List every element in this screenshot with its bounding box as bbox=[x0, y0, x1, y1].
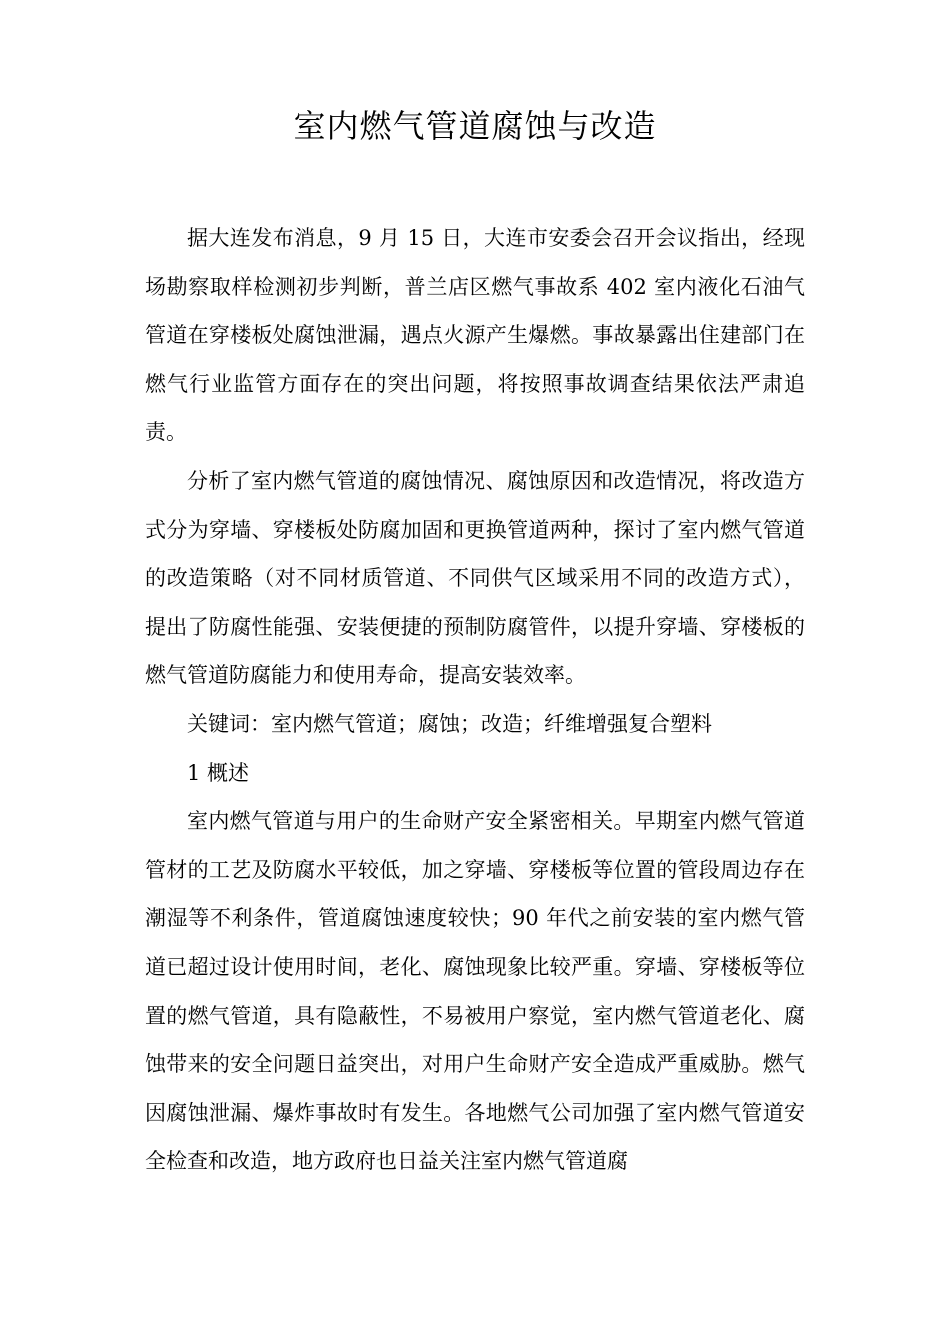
section-heading-overview: 1 概述 bbox=[187, 760, 250, 785]
document-title: 室内燃气管道腐蚀与改造 bbox=[293, 107, 657, 145]
paragraph-abstract: 分析了室内燃气管道的腐蚀情况、腐蚀原因和改造情况，将改造方式分为穿墙、穿楼板处防腐加固和更换管道两种，探讨了室内燃气管道的改造策略（对不同材质管道、不同供气区域采用不同的改造方式），提出了防腐性能强、安装便捷的预制防腐管件，以提升穿墙、穿楼板的燃气管道防腐能力和使用寿命，提高安装效率。 bbox=[145, 468, 805, 688]
paragraph-overview: 室内燃气管道与用户的生命财产安全紧密相关。早期室内燃气管道管材的工艺及防腐水平较低，加之穿墙、穿楼板等位置的管段周边存在潮湿等不利条件，管道腐蚀速度较快；90 年代之前安装的室内燃气管道已超过设计使用时间，老化、腐蚀现象比较严重。穿墙、穿楼板等位置的燃气管道，具有隐蔽性，不易被用户察觉，室内燃气管道老化、腐蚀带来的安全问题日益突出，对用户生命财产安全造成严重威胁。燃气因腐蚀泄漏、爆炸事故时有发生。各地燃气公司加强了室内燃气管道安全检查和改造，地方政府也日益关注室内燃气管道腐 bbox=[145, 809, 805, 1174]
paragraph-news: 据大连发布消息，9 月 15 日，大连市安委会召开会议指出，经现场勘察取样检测初步判断，普兰店区燃气事故系 402 室内液化石油气管道在穿楼板处腐蚀泄漏，遇点火源产生爆燃。事故暴露出住建部门在燃气行业监管方面存在的突出问题，将按照事故调查结果依法严肃追责。 bbox=[145, 226, 805, 445]
paragraph-keywords: 关键词：室内燃气管道；腐蚀；改造；纤维增强复合塑料 bbox=[187, 711, 712, 736]
document-body bbox=[145, 214, 805, 1186]
